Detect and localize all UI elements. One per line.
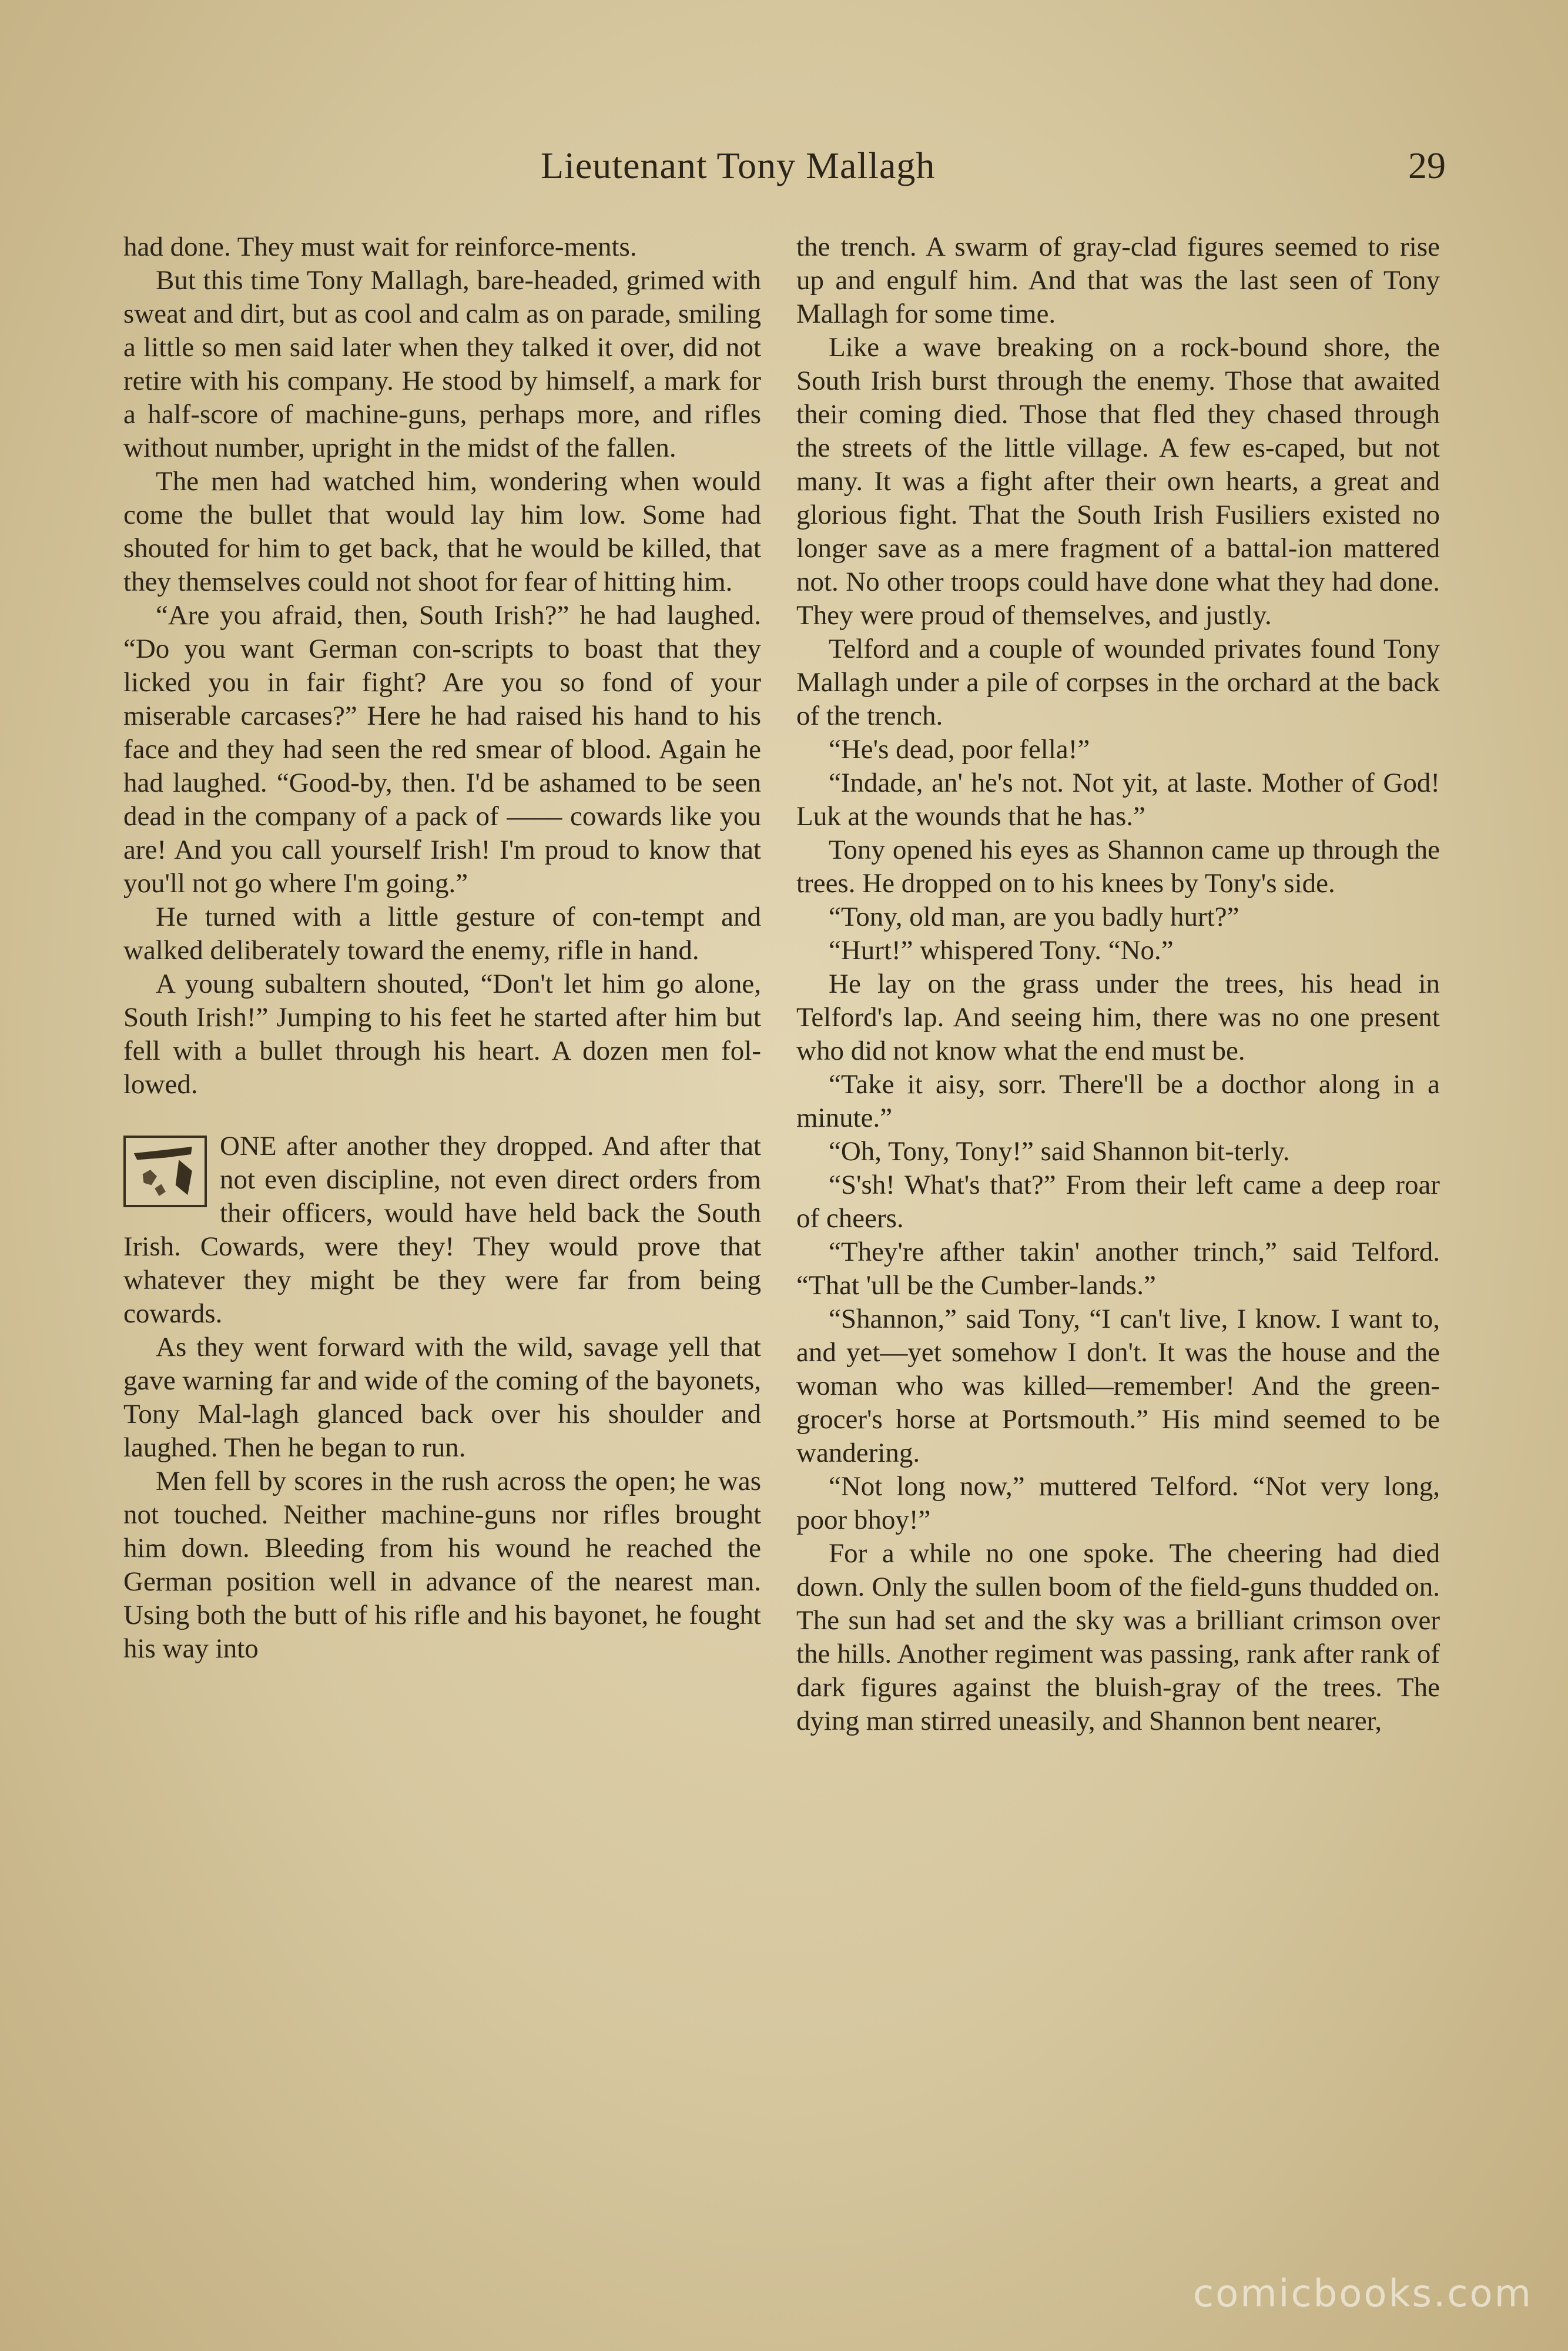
right-column — [796, 230, 1440, 1738]
paragraph: “Hurt!” whispered Tony. “No.” — [829, 935, 1174, 966]
paragraph: A young subaltern shouted, “Don't let him go alone, South Irish!” Jumping to his feet he started after him but fell with a bullet through his heart. A dozen men fol-lowed. — [123, 969, 761, 1100]
page-header — [118, 144, 1446, 197]
paragraph: “Not long now,” muttered Telford. “Not very long, poor bhoy!” — [796, 1471, 1440, 1535]
paragraph: “Tony, old man, are you badly hurt?” — [829, 902, 1239, 932]
paragraph: As they went forward with the wild, savage yell that gave warning far and wide of the coming of the bayonets, Tony Mal-lagh glanced back over his shoulder and laughed. Then he began to run. — [123, 1332, 761, 1463]
paragraph: “Shannon,” said Tony, “I can't live, I know. I want to, and yet—yet somehow I don't. It was the house and the woman who was killed—remember! And the green-grocer's horse at Portsmouth.” His mind seemed to be wandering. — [796, 1304, 1440, 1468]
decorative-dropcap-icon — [123, 1136, 207, 1207]
dropcap-illustration — [126, 1138, 205, 1205]
paragraph: “They're afther takin' another trinch,” said Telford. “That 'ull be the Cumber-lands.” — [796, 1237, 1440, 1301]
paragraph: “S'sh! What's that?” From their left came a deep roar of cheers. — [796, 1170, 1440, 1234]
site-watermark: comicbooks.com — [1192, 2272, 1533, 2316]
paragraph: The men had watched him, wondering when would come the bullet that would lay him low. Some had shouted for him to get back, that he would be killed, that they themselves could not shoot for fear of hitting him. — [123, 466, 761, 597]
section-with-dropcap — [123, 1130, 761, 1331]
page-number: 29 — [1408, 145, 1446, 186]
left-column — [123, 230, 761, 1666]
paragraph: “Indade, an' he's not. Not yit, at laste. Mother of God! Luk at the wounds that he has.” — [796, 768, 1440, 832]
paragraph: Tony opened his eyes as Shannon came up through the trees. He dropped on to his knees by Tony's side. — [796, 835, 1440, 899]
paragraph: Men fell by scores in the rush across the open; he was not touched. Neither machine-guns nor rifles brought him down. Bleeding from his wound he reached the German position well in advance of the nearest man. Using both the butt of his rifle and his bayonet, he fought his way into — [123, 1466, 761, 1664]
paragraph: had done. They must wait for reinforce-ments. — [123, 232, 637, 262]
paragraph: He lay on the grass under the trees, his head in Telford's lap. And seeing him, there was no one present who did not know what the end must be. — [796, 969, 1440, 1066]
paragraph: “Take it aisy, sorr. There'll be a docthor along in a minute.” — [796, 1069, 1440, 1133]
paragraph: “Oh, Tony, Tony!” said Shannon bit-terly. — [829, 1136, 1290, 1167]
paragraph: “He's dead, poor fella!” — [829, 734, 1090, 765]
paragraph: the trench. A swarm of gray-clad figures seemed to rise up and engulf him. And that was the last seen of Tony Mallagh for some time. — [796, 232, 1440, 329]
paragraph: He turned with a little gesture of con-tempt and walked deliberately toward the enemy, rifle in hand. — [123, 902, 761, 966]
paragraph: For a while no one spoke. The cheering had died down. Only the sullen boom of the field-guns thudded on. The sun had set and the sky was a brilliant crimson over the hills. Another regiment was passing, rank after rank of dark figures against the bluish-gray of the trees. The dying man stirred uneasily, and Shannon bent nearer, — [796, 1538, 1440, 1736]
paragraph: But this time Tony Mallagh, bare-headed, grimed with sweat and dirt, but as cool and calm as on parade, smiling a little so men said later when they talked it over, did not retire with his company. He stood by himself, a mark for a half-score of machine-guns, perhaps more, and rifles without number, upright in the midst of the fallen. — [123, 265, 761, 463]
paragraph: Like a wave breaking on a rock-bound shore, the South Irish burst through the enemy. Those that awaited their coming died. Those that fled they chased through the streets of the little village. A few es-caped, but not many. It was a fight after their own hearts, a great and glorious fight. That the South Irish Fusiliers existed no longer save as a mere fragment of a battal-ion mattered not. No other troops could have done what they had done. They were proud of themselves, and justly. — [796, 332, 1440, 631]
paragraph: “Are you afraid, then, South Irish?” he had laughed. “Do you want German con-scripts to boast that they licked you in fair fight? Are you so fond of your miserable carcases?” Here he had raised his hand to his face and they had seen the red smear of blood. Again he had laughed. “Good-by, then. I'd be ashamed to be seen dead in the company of a pack of —— cowards like you are! And you call yourself Irish! I'm proud to know that you'll not go where I'm going.” — [123, 600, 761, 899]
running-title: Lieutenant Tony Mallagh — [541, 145, 936, 186]
paragraph: ONE after another they dropped. And after that not even discipline, not even direct orders from their officers, would have held back the South Irish. Cowards, were they! They would prove that whatever they might be they were far from being cowards. — [123, 1131, 761, 1329]
paragraph: Telford and a couple of wounded privates found Tony Mallagh under a pile of corpses in the orchard at the back of the trench. — [796, 634, 1440, 731]
